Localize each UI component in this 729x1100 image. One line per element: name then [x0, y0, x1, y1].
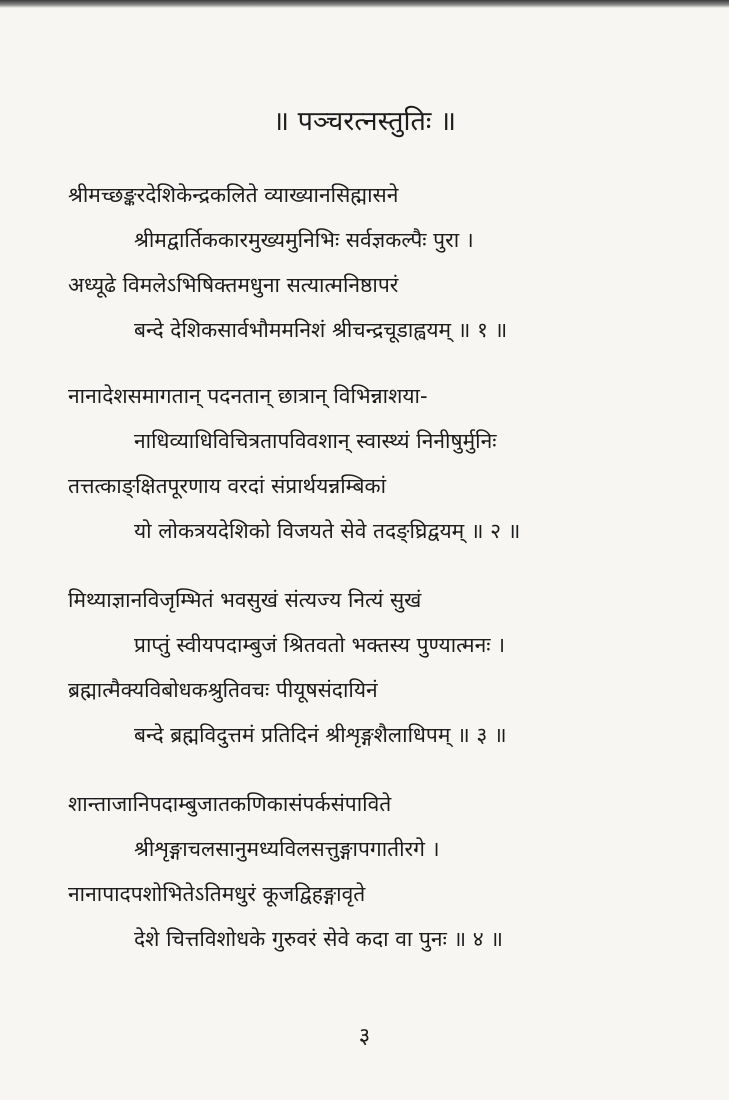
- verse-line: नाधिव्याधिविचित्रतापविवशान् स्वास्थ्यं निनीषुर्मुनिः: [134, 429, 497, 453]
- verse-line: यो लोकत्रयदेशिको विजयते सेवे तदङ्घ्रिद्वयम् ॥ २ ॥: [134, 519, 521, 543]
- verse-line: प्राप्तुं स्वीयपदाम्बुजं श्रितवतो भक्तस्य पुण्यात्मनः ।: [134, 633, 506, 657]
- verse-line: शान्ताजानिपदाम्बुजातकणिकासंपर्कसंपाविते: [68, 792, 392, 816]
- verse-line: मिथ्याज्ञानविजृम्भितं भवसुखं संत्यज्य नित्यं सुखं: [68, 588, 422, 612]
- page-top-edge: [0, 0, 729, 8]
- page-title: ॥ पञ्चरत्नस्तुतिः ॥: [272, 106, 457, 137]
- verse-line: श्रीमद्वार्तिककारमुख्यमुनिभिः सर्वज्ञकल्पैः पुरा ।: [134, 228, 474, 252]
- verse-line: बन्दे देशिकसार्वभौममनिशं श्रीचन्द्रचूडाह्वयम् ॥ १ ॥: [134, 318, 508, 342]
- verse-line: श्रीमच्छङ्करदेशिकेन्द्रकलिते व्याख्यानसिह्मासने: [68, 183, 399, 207]
- verse-line: नानादेशसमागतान् पदनतान् छात्रान् विभिन्नाशया-: [68, 384, 428, 408]
- verse-line: श्रीशृङ्गाचलसानुमध्यविलसत्तुङ्गापगातीरगे ।: [134, 837, 440, 861]
- verse-line: अध्यूढे विमलेऽभिषिक्तमधुना सत्यात्मनिष्ठापरं: [68, 273, 399, 297]
- verse-line: नानापादपशोभितेऽतिमधुरं कूजद्विहङ्गावृते: [68, 882, 366, 906]
- verse-line: तत्तत्काङ्क्षितपूरणाय वरदां संप्रार्थयन्नम्बिकां: [68, 474, 387, 498]
- verse-line: ब्रह्मात्मैक्यविबोधकश्रुतिवचः पीयूषसंदायिनं: [68, 678, 378, 702]
- verse-line: बन्दे ब्रह्मविदुत्तमं प्रतिदिनं श्रीशृङ्गशैलाधिपम् ॥ ३ ॥: [134, 723, 507, 747]
- verse-line: देशे चित्तविशोधके गुरुवरं सेवे कदा वा पुनः ॥ ४ ॥: [134, 927, 503, 951]
- page-number: ३: [358, 1024, 371, 1049]
